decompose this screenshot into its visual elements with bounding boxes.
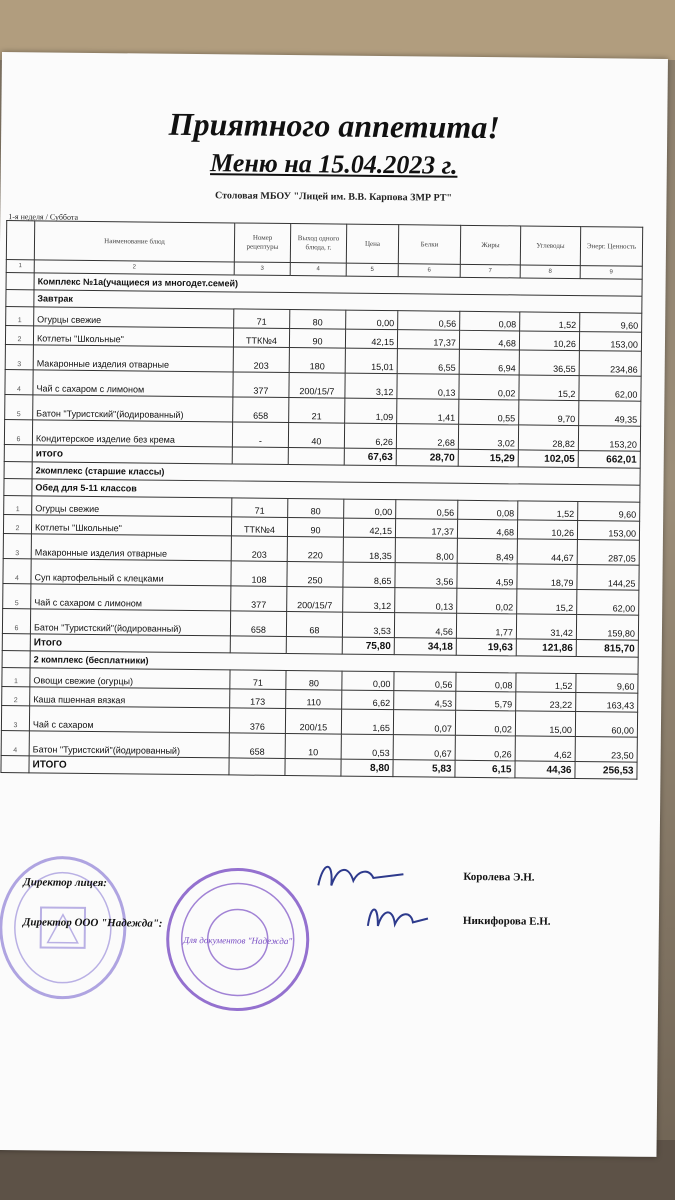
dish-fat: 0,26 [455, 735, 515, 761]
recipe-number: 377 [231, 586, 287, 612]
dish-carbs: 15,2 [517, 589, 577, 615]
dish-yield: 250 [287, 562, 343, 588]
menu-sheet [0, 52, 668, 1157]
dish-energy: 159,80 [576, 615, 638, 641]
dish-protein: 0,13 [395, 588, 457, 614]
dish-name: Суп картофельный с клецками [31, 559, 231, 586]
dish-fat: 4,59 [457, 563, 517, 589]
col-header-price: Цена [346, 224, 398, 264]
dish-carbs: 9,70 [519, 400, 579, 426]
recipe-number: 203 [231, 536, 287, 562]
recipe-number: 71 [230, 670, 286, 690]
dish-price: 0,53 [341, 734, 393, 760]
dish-fat: 0,08 [460, 311, 520, 331]
dish-name: Каша пшенная вязкая [30, 687, 230, 708]
dish-fat: 0,02 [455, 710, 515, 736]
col-number: 9 [580, 266, 642, 280]
dish-protein: 0,13 [397, 374, 459, 400]
dish-carbs: 4,62 [515, 736, 575, 762]
dish-price: 8,65 [343, 562, 395, 588]
stamp-center-text: Для документов "Надежда" [183, 934, 293, 947]
dish-carbs: 44,67 [517, 539, 577, 565]
row-number: 3 [5, 345, 33, 370]
week-day-label: 1-я неделя / Суббота [8, 212, 79, 222]
dish-carbs: 1,52 [520, 312, 580, 332]
recipe-number: 108 [231, 561, 287, 587]
total-protein: 34,18 [394, 638, 456, 656]
dish-energy: 163,43 [576, 693, 638, 713]
total-fat: 19,63 [456, 638, 516, 656]
row-number: 5 [3, 584, 31, 609]
recipe-number: 376 [229, 708, 285, 734]
page-title: Приятного аппетита! [168, 105, 500, 146]
dish-energy: 153,00 [579, 332, 641, 352]
dish-carbs: 31,42 [516, 614, 576, 640]
dish-carbs: 36,55 [519, 350, 579, 376]
section-title: 2 комплекс (бесплатники) [30, 651, 638, 674]
dish-carbs: 28,82 [518, 425, 578, 451]
col-number: 3 [234, 262, 290, 276]
col-header-protein: Белки [398, 225, 460, 265]
dish-price: 0,00 [344, 499, 396, 519]
director-name: Королева Э.Н. [463, 870, 535, 884]
dish-yield: 200/15/7 [289, 373, 345, 399]
dish-fat: 0,08 [458, 500, 518, 520]
row-number: 1 [6, 307, 34, 326]
dish-yield: 80 [286, 671, 342, 691]
dish-carbs: 23,22 [516, 692, 576, 712]
director-signature-icon [313, 855, 413, 896]
recipe-number: 71 [232, 498, 288, 518]
dish-name: Макаронные изделия отварные [31, 534, 231, 561]
total-carbs: 102,05 [518, 450, 578, 468]
dish-yield: 21 [289, 398, 345, 424]
dish-fat: 4,68 [459, 330, 519, 350]
dish-protein: 0,56 [396, 500, 458, 520]
total-carbs: 44,36 [515, 761, 575, 779]
recipe-number: 71 [234, 309, 290, 329]
total-energy: 256,53 [575, 762, 637, 780]
col-number: 1 [6, 260, 34, 273]
dish-price: 1,09 [345, 398, 397, 424]
dish-energy: 9,60 [578, 502, 640, 522]
total-price: 75,80 [342, 637, 394, 655]
dish-name: Огурцы свежие [34, 307, 234, 328]
row-number: 6 [4, 420, 32, 445]
dish-protein: 1,41 [397, 399, 459, 425]
col-header-energy: Энерг. Ценность [580, 227, 642, 267]
dish-carbs: 1,52 [518, 501, 578, 521]
table-header-row [6, 221, 642, 267]
section-title: Комплекс №1а(учащиеся из многодет.семей) [34, 273, 642, 296]
dish-price: 18,35 [343, 537, 395, 563]
recipe-number: 203 [233, 347, 289, 373]
dish-fat: 0,02 [459, 374, 519, 400]
dish-protein: 2,68 [396, 424, 458, 450]
recipe-number: 173 [230, 689, 286, 709]
dish-name: Овощи свежие (огурцы) [30, 668, 230, 689]
dish-energy: 9,60 [576, 674, 638, 694]
dish-name: Батон "Туристский"(йодированный) [29, 731, 229, 758]
row-number: 6 [2, 609, 30, 634]
company-signature-icon [363, 896, 433, 937]
dish-fat: 0,55 [459, 399, 519, 425]
row-number: 3 [1, 706, 29, 731]
dish-protein: 4,56 [394, 613, 456, 639]
company-stamp-icon [162, 864, 314, 1016]
menu-date-title: Меню на 15.04.2023 г. [209, 148, 458, 180]
row-number: 3 [3, 534, 31, 559]
col-number: 7 [460, 264, 520, 278]
dish-carbs: 10,26 [517, 520, 577, 540]
dish-fat: 4,68 [457, 519, 517, 539]
signature-block [22, 822, 644, 1028]
dish-protein: 0,56 [398, 311, 460, 331]
dish-energy: 287,05 [577, 540, 639, 566]
dish-energy: 153,00 [577, 521, 639, 541]
dish-name: Чай с сахаром с лимоном [31, 584, 231, 611]
dish-name: Огурцы свежие [32, 496, 232, 517]
total-protein: 5,83 [393, 760, 455, 778]
dish-energy: 49,35 [579, 401, 641, 427]
dish-yield: 200/15/7 [287, 587, 343, 613]
section-title: 2комплекс (старшие классы) [32, 462, 640, 485]
dish-yield: 220 [287, 537, 343, 563]
dish-protein: 4,53 [394, 691, 456, 711]
col-header-index [6, 221, 34, 260]
canteen-name: Столовая МБОУ "Лицей им. В.В. Карпова ЗМР РТ" [214, 190, 453, 204]
dish-fat: 1,77 [456, 613, 516, 639]
dish-energy: 62,00 [579, 376, 641, 402]
dish-protein: 3,56 [395, 563, 457, 589]
dish-yield: 90 [289, 329, 345, 349]
dish-name: Макаронные изделия отварные [33, 345, 233, 372]
dish-price: 0,00 [346, 310, 398, 330]
row-number: 4 [1, 731, 29, 756]
dish-yield: 110 [286, 690, 342, 710]
desk-background [0, 0, 675, 60]
dish-yield: 80 [288, 499, 344, 519]
row-number: 2 [2, 687, 30, 706]
total-fat: 15,29 [458, 449, 518, 467]
col-number: 4 [290, 263, 346, 277]
dish-name: Котлеты "Школьные" [33, 326, 233, 347]
dish-fat: 5,79 [456, 691, 516, 711]
recipe-number: ТТК№4 [231, 517, 287, 537]
row-number: 1 [2, 668, 30, 687]
section-items [4, 307, 641, 452]
dish-yield: 180 [289, 348, 345, 374]
dish-protein: 8,00 [395, 538, 457, 564]
dish-price: 42,15 [343, 518, 395, 538]
director-label: Директор лицея: [23, 876, 108, 890]
meal-title: Завтрак [34, 290, 642, 313]
dish-yield: 200/15 [285, 709, 341, 735]
dish-price: 0,00 [342, 671, 394, 691]
total-protein: 28,70 [396, 449, 458, 467]
dish-protein: 0,07 [393, 710, 455, 736]
col-header-carbs: Углеводы [520, 226, 580, 266]
dish-name: Чай с сахаром [29, 706, 229, 733]
col-header-name: Наименование блюд [34, 221, 234, 262]
company-director-label: Директор ООО "Надежда": [22, 916, 163, 930]
row-number: 4 [5, 370, 33, 395]
menu-table [0, 220, 643, 780]
meal-title: Обед для 5-11 классов [32, 479, 640, 502]
dish-price: 3,53 [342, 612, 394, 638]
total-label: Итого [30, 634, 230, 653]
dish-fat: 0,02 [457, 588, 517, 614]
total-carbs: 121,86 [516, 639, 576, 657]
dish-name: Кондитерское изделие без крема [32, 420, 232, 447]
dish-name: Чай с сахаром с лимоном [33, 370, 233, 397]
dish-protein: 0,67 [393, 735, 455, 761]
dish-energy: 60,00 [575, 712, 637, 738]
total-label: ИТОГО [29, 756, 229, 775]
dish-name: Батон "Туристский"(йодированный) [33, 395, 233, 422]
dish-price: 6,62 [342, 690, 394, 710]
total-energy: 662,01 [578, 451, 640, 469]
dish-protein: 17,37 [397, 330, 459, 350]
dish-carbs: 15,2 [519, 375, 579, 401]
total-price: 8,80 [341, 759, 393, 777]
col-header-yield: Выход одного блюда, г. [290, 224, 346, 264]
recipe-number: ТТК№4 [233, 328, 289, 348]
dish-price: 1,65 [341, 709, 393, 735]
row-number: 1 [4, 496, 32, 515]
total-energy: 815,70 [576, 640, 638, 658]
recipe-number: 377 [233, 372, 289, 398]
dish-energy: 234,86 [579, 351, 641, 377]
col-number: 5 [346, 263, 398, 277]
total-price: 67,63 [344, 448, 396, 466]
dish-price: 3,12 [343, 587, 395, 613]
dish-price: 3,12 [345, 373, 397, 399]
col-number: 8 [520, 265, 580, 279]
dish-yield: 80 [290, 310, 346, 330]
dish-protein: 17,37 [395, 519, 457, 539]
dish-fat: 3,02 [458, 424, 518, 450]
col-number: 6 [398, 264, 460, 278]
total-label: итого [32, 445, 232, 464]
dish-price: 15,01 [345, 348, 397, 374]
section-items [2, 496, 639, 641]
dish-yield: 68 [286, 612, 342, 638]
dish-carbs: 18,79 [517, 564, 577, 590]
row-number: 2 [5, 326, 33, 345]
recipe-number: - [232, 422, 288, 448]
col-number: 2 [34, 260, 234, 275]
dish-yield: 40 [288, 423, 344, 449]
dish-name: Батон "Туристский"(йодированный) [30, 609, 230, 636]
row-number: 4 [3, 559, 31, 584]
dish-energy: 23,50 [575, 737, 637, 763]
dish-price: 42,15 [345, 329, 397, 349]
dish-energy: 9,60 [580, 313, 642, 333]
dish-fat: 0,08 [456, 672, 516, 692]
row-number: 5 [5, 395, 33, 420]
dish-carbs: 15,00 [515, 711, 575, 737]
dish-carbs: 10,26 [519, 331, 579, 351]
dish-protein: 0,56 [394, 672, 456, 692]
dish-energy: 144,25 [577, 565, 639, 591]
col-header-recipe: Номер рецептуры [234, 223, 290, 263]
dish-name: Котлеты "Школьные" [31, 515, 231, 536]
row-number: 2 [3, 515, 31, 534]
dish-energy: 62,00 [577, 590, 639, 616]
recipe-number: 658 [233, 397, 289, 423]
recipe-number: 658 [229, 733, 285, 759]
dish-carbs: 1,52 [516, 673, 576, 693]
dish-energy: 153,20 [578, 426, 640, 452]
dish-fat: 6,94 [459, 349, 519, 375]
col-header-fat: Жиры [460, 225, 520, 265]
recipe-number: 658 [230, 611, 286, 637]
dish-yield: 90 [287, 518, 343, 538]
dish-yield: 10 [285, 734, 341, 760]
company-director-name: Никифорова Е.Н. [462, 914, 551, 928]
total-fat: 6,15 [455, 760, 515, 778]
section-items [1, 668, 638, 763]
dish-fat: 8,49 [457, 538, 517, 564]
dish-price: 6,26 [344, 423, 396, 449]
dish-protein: 6,55 [397, 349, 459, 375]
